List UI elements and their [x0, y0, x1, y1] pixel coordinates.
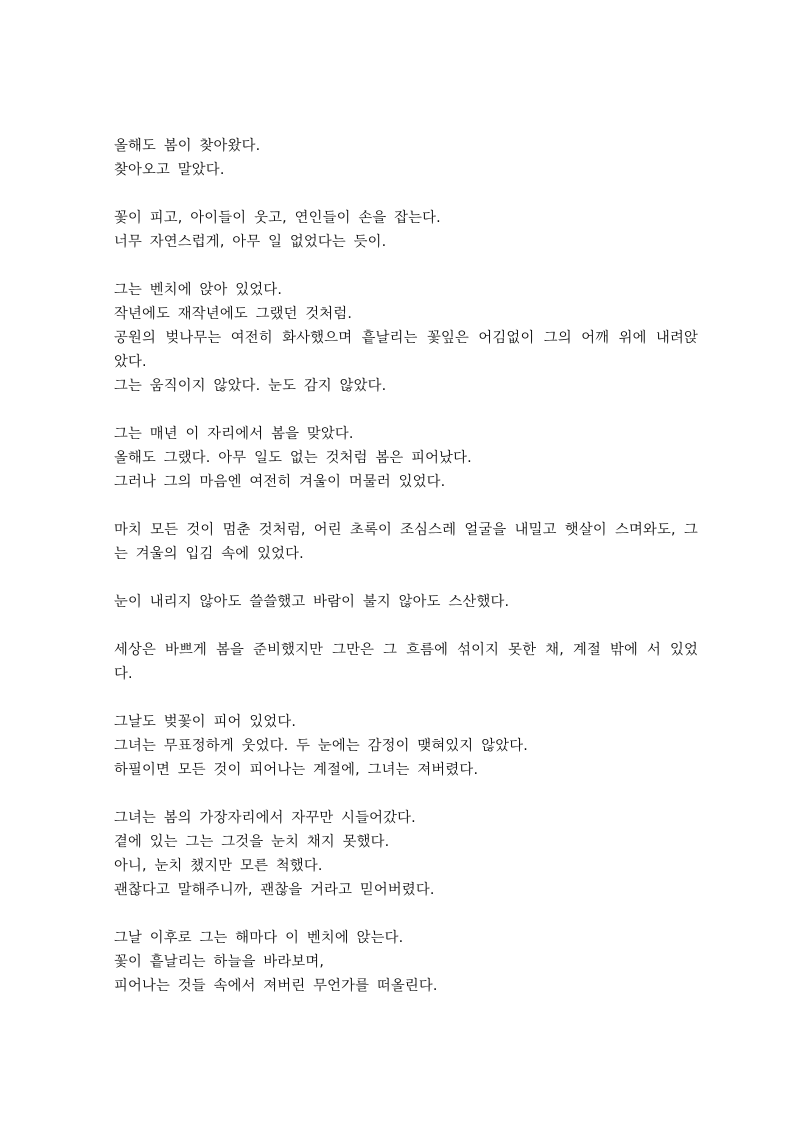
paragraph-9	[114, 806, 698, 902]
text-line: 그는 움직이지 않았다. 눈도 감지 않았다.	[114, 378, 387, 394]
text-line: 작년에도 재작년에도 그랬던 것처럼.	[114, 306, 353, 322]
paragraph-10	[114, 926, 698, 998]
text-line: 피어나는 것들 속에서 져버린 무언가를 떠올린다.	[114, 978, 438, 994]
paragraph-7	[114, 638, 698, 686]
text-line: 꽃이 흩날리는 하늘을 바라보며,	[114, 954, 325, 970]
text-line: 았다.	[114, 354, 147, 370]
text-line: 그녀는 무표정하게 웃었다. 두 눈에는 감정이 맺혀있지 않았다.	[114, 738, 528, 754]
paragraph-4	[114, 422, 698, 494]
paragraph-2	[114, 206, 698, 254]
text-line: 마치 모든 것이 멈춘 것처럼, 어린 초록이 조심스레 얼굴을 내밀고 햇살이 스며와도, 그	[114, 522, 698, 538]
text-line: 꽃이 피고, 아이들이 웃고, 연인들이 손을 잡는다.	[114, 210, 441, 226]
text-line: 그날도 벚꽃이 피어 있었다.	[114, 714, 297, 730]
paragraph-6	[114, 590, 698, 614]
text-line: 그러나 그의 마음엔 여전히 겨울이 머물러 있었다.	[114, 474, 446, 490]
text-line: 세상은 바쁘게 봄을 준비했지만 그만은 그 흐름에 섞이지 못한 채, 계절 밖에 서 있었	[114, 642, 698, 658]
paragraph-3	[114, 278, 698, 398]
text-line: 올해도 그랬다. 아무 일도 없는 것처럼 봄은 피어났다.	[114, 450, 472, 466]
text-line: 곁에 있는 그는 그것을 눈치 채지 못했다.	[114, 834, 390, 850]
text-line: 눈이 내리지 않아도 쓸쓸했고 바람이 불지 않아도 스산했다.	[114, 594, 510, 610]
text-line: 다.	[114, 666, 133, 682]
document-body	[114, 134, 698, 1022]
paragraph-1	[114, 134, 698, 182]
paragraph-8	[114, 710, 698, 782]
text-line: 올해도 봄이 찾아왔다.	[114, 138, 261, 154]
text-line: 그는 매년 이 자리에서 봄을 맞았다.	[114, 426, 354, 442]
text-line: 그날 이후로 그는 해마다 이 벤치에 앉는다.	[114, 930, 404, 946]
text-line: 아니, 눈치 챘지만 모른 척했다.	[114, 858, 323, 874]
text-line: 너무 자연스럽게, 아무 일 없었다는 듯이.	[114, 234, 387, 250]
text-line: 찾아오고 말았다.	[114, 162, 225, 178]
text-line: 그는 벤치에 앉아 있었다.	[114, 282, 283, 298]
text-line: 괜찮다고 말해주니까, 괜찮을 거라고 믿어버렸다.	[114, 882, 435, 898]
text-line: 하필이면 모든 것이 피어나는 계절에, 그녀는 져버렸다.	[114, 762, 479, 778]
text-line: 는 겨울의 입김 속에 있었다.	[114, 546, 304, 562]
text-line: 공원의 벚나무는 여전히 화사했으며 흩날리는 꽃잎은 어김없이 그의 어깨 위에 내려앉	[114, 330, 698, 346]
text-line: 그녀는 봄의 가장자리에서 자꾸만 시들어갔다.	[114, 810, 416, 826]
paragraph-5	[114, 518, 698, 566]
